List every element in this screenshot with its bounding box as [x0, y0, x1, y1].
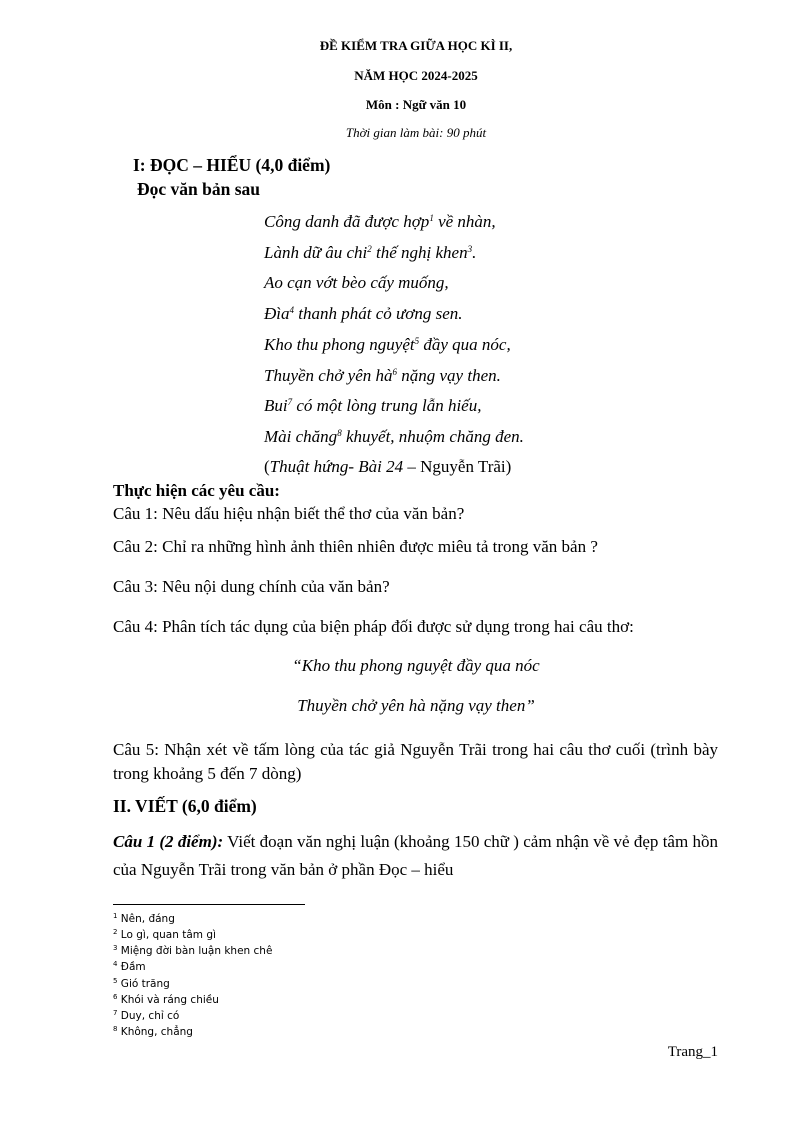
- poem-line-2: Lành dữ âu chi$^2$ thế nghị khen$^3$.: [264, 243, 477, 262]
- time-limit: Thời gian làm bài: 90 phút: [345, 125, 487, 140]
- poem-line-6: Thuyền chở yên $hà^6$ nặng vạy then.: [264, 366, 501, 385]
- school-year: NĂM HỌC 2024-2025: [354, 68, 478, 83]
- footnote-ref: 3: [467, 244, 473, 254]
- footnote-ref: 7: [287, 397, 293, 407]
- question-3: Câu 3: Nêu nội dung chính của văn bản?: [113, 577, 390, 596]
- footnote-ref: 5: [414, 336, 420, 346]
- reading-instruction: Đọc văn bản sau: [137, 179, 261, 199]
- footnote-divider: [113, 904, 305, 905]
- footnote-6: $^6$ Khói và ráng chiều: [113, 993, 219, 1006]
- question-2: Câu 2: Chỉ ra những hình ảnh thiên nhiên được miêu tả trong văn bản ?: [113, 537, 598, 556]
- footnote-4: $^4$ Đầm: [113, 960, 146, 973]
- exam-title: ĐỀ KIỂM TRA GIỮA HỌC KÌ II,: [319, 38, 513, 53]
- footnote-3: $^3$ Miệng đời bàn luận khen chê: [113, 944, 273, 957]
- question-4: Câu 4: Phân tích tác dụng của biện pháp đối được sử dụng trong hai câu thơ:: [113, 617, 634, 636]
- question-1: Câu 1: Nêu dấu hiệu nhận biết thể thơ của văn bản?: [113, 504, 465, 523]
- poem-line-1: Công danh đã được hợp$^1$ về nhàn,: [264, 212, 496, 231]
- subject: Môn : Ngữ văn 10: [365, 97, 467, 112]
- footnote-ref: 4: [289, 305, 294, 315]
- footnote-5: $^5$ Gió trăng: [113, 977, 170, 990]
- poem-line-5: Kho thu phong nguyệt$^5$ đầy qua nóc,: [264, 335, 511, 354]
- footnote-7: $^7$ Duy, chỉ có: [113, 1009, 180, 1022]
- page-number: Trang_1: [667, 1044, 718, 1060]
- footnote-ref: 1: [429, 213, 434, 223]
- writing-question-1: Câu 1 (2 điểm): Viết đoạn văn nghị luận (khoảng 150 chữ ) cảm nhận về vẻ đẹp tâm hồn của Nguyễn Trãi trong văn bản ở phần Đọc – hiểu: [113, 832, 718, 879]
- footnote-ref: 8: [337, 428, 342, 438]
- quote-line-1: “Kho thu phong nguyệt đầy qua nóc: [292, 656, 540, 675]
- poem-source: (Thuật hứng- Bài 24 – Nguyễn Trãi): [264, 457, 512, 476]
- poem-line-7: Bui$^7$ có một lòng trung lẫn hiếu,: [264, 396, 482, 415]
- quote-line-2: Thuyền chở yên hà nặng vạy then”: [297, 696, 535, 715]
- footnote-ref: 2: [367, 244, 372, 254]
- task-heading: Thực hiện các yêu cầu:: [113, 481, 280, 500]
- footnote-1: $^1$ Nên, đáng: [113, 912, 175, 925]
- poem-line-4: Đìa$^4$ thanh phát cỏ ương sen.: [264, 304, 463, 323]
- poem-line-8: Mài chăng$^8$ khuyết, nhuộm chăng đen.: [264, 427, 524, 446]
- footnote-ref: 6: [392, 367, 398, 377]
- section-writing-heading: II. VIẾT (6,0 điểm): [113, 796, 257, 816]
- poem-line-3: Ao cạn vớt bèo cấy muống,: [264, 273, 449, 292]
- footnote-8: $^8$ Không, chẳng: [113, 1025, 193, 1038]
- section-reading-heading: I: ĐỌC – HIỂU (4,0 điểm): [133, 155, 331, 175]
- footnote-2: $^2$ Lo gì, quan tâm gì: [113, 928, 216, 941]
- question-5: Câu 5: Nhận xét về tấm lòng của tác giả Nguyễn Trãi trong hai câu thơ cuối (trình bày trong khoảng 5 đến 7 dòng): [113, 740, 718, 783]
